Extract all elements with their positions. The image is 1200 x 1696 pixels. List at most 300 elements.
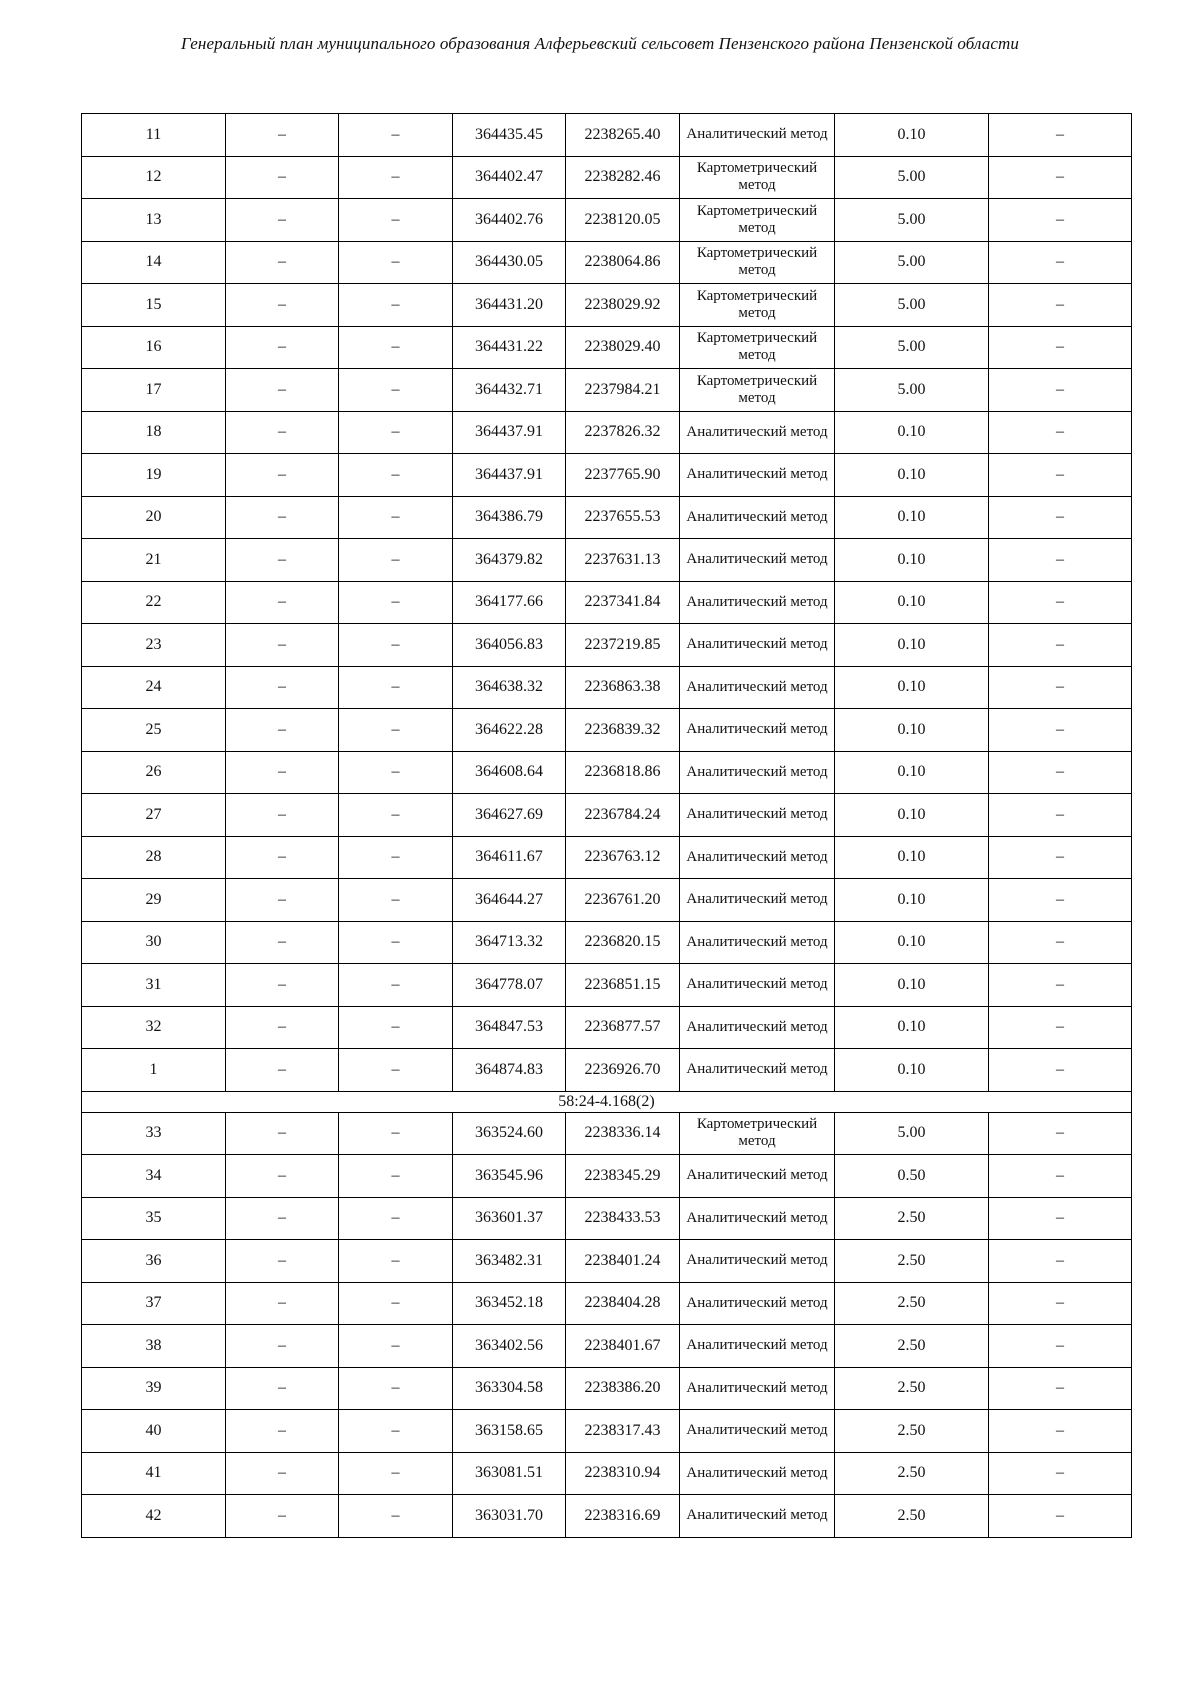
x-coordinate-cell: 364778.07	[453, 964, 566, 1007]
dash-cell: –	[989, 496, 1132, 539]
table-row	[82, 1197, 1132, 1240]
dash-cell: –	[226, 1282, 339, 1325]
y-coordinate-cell: 2237655.53	[566, 496, 680, 539]
y-coordinate-cell: 2236784.24	[566, 794, 680, 837]
dash-cell: –	[226, 794, 339, 837]
method-cell: Картометрический метод	[680, 1112, 835, 1155]
dash-cell: –	[226, 964, 339, 1007]
y-coordinate-cell: 2238401.24	[566, 1240, 680, 1283]
table-row	[82, 964, 1132, 1007]
dash-cell: –	[226, 241, 339, 284]
accuracy-cell: 2.50	[835, 1282, 989, 1325]
x-coordinate-cell: 364874.83	[453, 1049, 566, 1092]
point-number-cell: 19	[82, 454, 226, 497]
dash-cell: –	[226, 1410, 339, 1453]
point-number-cell: 12	[82, 156, 226, 199]
dash-cell: –	[339, 1155, 453, 1198]
dash-cell: –	[226, 581, 339, 624]
point-number-cell: 26	[82, 751, 226, 794]
y-coordinate-cell: 2238401.67	[566, 1325, 680, 1368]
point-number-cell: 38	[82, 1325, 226, 1368]
dash-cell: –	[339, 964, 453, 1007]
method-cell: Картометрический метод	[680, 241, 835, 284]
x-coordinate-cell: 363545.96	[453, 1155, 566, 1198]
accuracy-cell: 2.50	[835, 1410, 989, 1453]
table-row	[82, 1367, 1132, 1410]
section-label: 58:24-4.168(2)	[82, 1091, 1132, 1112]
table-row	[82, 751, 1132, 794]
table-row	[82, 1282, 1132, 1325]
accuracy-cell: 0.10	[835, 411, 989, 454]
accuracy-cell: 0.10	[835, 666, 989, 709]
accuracy-cell: 2.50	[835, 1495, 989, 1538]
dash-cell: –	[989, 1452, 1132, 1495]
y-coordinate-cell: 2236877.57	[566, 1006, 680, 1049]
dash-cell: –	[226, 1049, 339, 1092]
x-coordinate-cell: 363601.37	[453, 1197, 566, 1240]
table-row	[82, 1112, 1132, 1155]
dash-cell: –	[226, 1155, 339, 1198]
dash-cell: –	[339, 794, 453, 837]
table-row	[82, 114, 1132, 157]
dash-cell: –	[989, 1155, 1132, 1198]
y-coordinate-cell: 2238386.20	[566, 1367, 680, 1410]
dash-cell: –	[339, 1282, 453, 1325]
table-row	[82, 836, 1132, 879]
accuracy-cell: 0.50	[835, 1155, 989, 1198]
method-cell: Аналитический метод	[680, 709, 835, 752]
dash-cell: –	[339, 1452, 453, 1495]
dash-cell: –	[989, 1049, 1132, 1092]
dash-cell: –	[339, 326, 453, 369]
method-cell: Аналитический метод	[680, 1049, 835, 1092]
method-cell: Аналитический метод	[680, 794, 835, 837]
dash-cell: –	[339, 454, 453, 497]
y-coordinate-cell: 2236839.32	[566, 709, 680, 752]
accuracy-cell: 0.10	[835, 1049, 989, 1092]
method-cell: Аналитический метод	[680, 964, 835, 1007]
point-number-cell: 23	[82, 624, 226, 667]
table-row	[82, 496, 1132, 539]
point-number-cell: 15	[82, 284, 226, 327]
method-cell: Аналитический метод	[680, 581, 835, 624]
point-number-cell: 29	[82, 879, 226, 922]
accuracy-cell: 2.50	[835, 1452, 989, 1495]
table-row	[82, 581, 1132, 624]
dash-cell: –	[339, 369, 453, 412]
x-coordinate-cell: 363304.58	[453, 1367, 566, 1410]
dash-cell: –	[989, 454, 1132, 497]
dash-cell: –	[226, 921, 339, 964]
dash-cell: –	[339, 539, 453, 582]
dash-cell: –	[226, 1325, 339, 1368]
dash-cell: –	[226, 539, 339, 582]
point-number-cell: 16	[82, 326, 226, 369]
dash-cell: –	[226, 156, 339, 199]
dash-cell: –	[339, 879, 453, 922]
dash-cell: –	[226, 284, 339, 327]
y-coordinate-cell: 2237765.90	[566, 454, 680, 497]
dash-cell: –	[989, 709, 1132, 752]
x-coordinate-cell: 364431.22	[453, 326, 566, 369]
dash-cell: –	[339, 284, 453, 327]
dash-cell: –	[989, 666, 1132, 709]
x-coordinate-cell: 363524.60	[453, 1112, 566, 1155]
y-coordinate-cell: 2238064.86	[566, 241, 680, 284]
point-number-cell: 1	[82, 1049, 226, 1092]
point-number-cell: 18	[82, 411, 226, 454]
dash-cell: –	[226, 199, 339, 242]
point-number-cell: 34	[82, 1155, 226, 1198]
point-number-cell: 28	[82, 836, 226, 879]
method-cell: Аналитический метод	[680, 496, 835, 539]
y-coordinate-cell: 2238029.92	[566, 284, 680, 327]
accuracy-cell: 5.00	[835, 326, 989, 369]
dash-cell: –	[226, 1197, 339, 1240]
table-row	[82, 1006, 1132, 1049]
dash-cell: –	[339, 581, 453, 624]
accuracy-cell: 0.10	[835, 114, 989, 157]
x-coordinate-cell: 364437.91	[453, 454, 566, 497]
point-number-cell: 20	[82, 496, 226, 539]
table-row	[82, 794, 1132, 837]
y-coordinate-cell: 2236820.15	[566, 921, 680, 964]
method-cell: Аналитический метод	[680, 624, 835, 667]
dash-cell: –	[339, 1325, 453, 1368]
dash-cell: –	[226, 1367, 339, 1410]
dash-cell: –	[339, 1197, 453, 1240]
point-number-cell: 32	[82, 1006, 226, 1049]
dash-cell: –	[339, 114, 453, 157]
method-cell: Картометрический метод	[680, 156, 835, 199]
table-row	[82, 539, 1132, 582]
x-coordinate-cell: 363081.51	[453, 1452, 566, 1495]
dash-cell: –	[226, 411, 339, 454]
accuracy-cell: 5.00	[835, 156, 989, 199]
dash-cell: –	[339, 836, 453, 879]
dash-cell: –	[339, 1367, 453, 1410]
table-row	[82, 709, 1132, 752]
dash-cell: –	[226, 879, 339, 922]
table-row	[82, 1155, 1132, 1198]
y-coordinate-cell: 2236926.70	[566, 1049, 680, 1092]
table-row	[82, 1452, 1132, 1495]
dash-cell: –	[339, 1006, 453, 1049]
accuracy-cell: 0.10	[835, 709, 989, 752]
y-coordinate-cell: 2237341.84	[566, 581, 680, 624]
dash-cell: –	[989, 241, 1132, 284]
y-coordinate-cell: 2237984.21	[566, 369, 680, 412]
dash-cell: –	[339, 1410, 453, 1453]
accuracy-cell: 5.00	[835, 369, 989, 412]
dash-cell: –	[339, 921, 453, 964]
accuracy-cell: 0.10	[835, 794, 989, 837]
point-number-cell: 13	[82, 199, 226, 242]
page-header: Генеральный план муниципального образования Алферьевский сельсовет Пензенского района Пензенской области	[181, 34, 1019, 53]
dash-cell: –	[989, 581, 1132, 624]
y-coordinate-cell: 2238336.14	[566, 1112, 680, 1155]
coordinates-table	[81, 113, 1132, 1538]
accuracy-cell: 2.50	[835, 1240, 989, 1283]
table-row	[82, 199, 1132, 242]
accuracy-cell: 0.10	[835, 879, 989, 922]
accuracy-cell: 0.10	[835, 1006, 989, 1049]
x-coordinate-cell: 364644.27	[453, 879, 566, 922]
accuracy-cell: 0.10	[835, 964, 989, 1007]
dash-cell: –	[226, 1112, 339, 1155]
x-coordinate-cell: 364379.82	[453, 539, 566, 582]
accuracy-cell: 5.00	[835, 241, 989, 284]
dash-cell: –	[339, 411, 453, 454]
accuracy-cell: 2.50	[835, 1367, 989, 1410]
x-coordinate-cell: 364713.32	[453, 921, 566, 964]
dash-cell: –	[226, 114, 339, 157]
dash-cell: –	[989, 1197, 1132, 1240]
point-number-cell: 21	[82, 539, 226, 582]
y-coordinate-cell: 2236818.86	[566, 751, 680, 794]
dash-cell: –	[989, 964, 1132, 1007]
dash-cell: –	[989, 1112, 1132, 1155]
dash-cell: –	[226, 751, 339, 794]
dash-cell: –	[989, 1240, 1132, 1283]
dash-cell: –	[989, 836, 1132, 879]
x-coordinate-cell: 364638.32	[453, 666, 566, 709]
x-coordinate-cell: 364402.76	[453, 199, 566, 242]
method-cell: Картометрический метод	[680, 369, 835, 412]
y-coordinate-cell: 2236863.38	[566, 666, 680, 709]
point-number-cell: 24	[82, 666, 226, 709]
x-coordinate-cell: 364847.53	[453, 1006, 566, 1049]
x-coordinate-cell: 363482.31	[453, 1240, 566, 1283]
table-body	[82, 114, 1132, 1538]
point-number-cell: 35	[82, 1197, 226, 1240]
point-number-cell: 22	[82, 581, 226, 624]
method-cell: Аналитический метод	[680, 1325, 835, 1368]
dash-cell: –	[339, 1049, 453, 1092]
table-row	[82, 326, 1132, 369]
table-row	[82, 921, 1132, 964]
point-number-cell: 14	[82, 241, 226, 284]
x-coordinate-cell: 364056.83	[453, 624, 566, 667]
dash-cell: –	[339, 624, 453, 667]
dash-cell: –	[339, 1240, 453, 1283]
y-coordinate-cell: 2238317.43	[566, 1410, 680, 1453]
method-cell: Аналитический метод	[680, 1155, 835, 1198]
accuracy-cell: 0.10	[835, 751, 989, 794]
accuracy-cell: 5.00	[835, 284, 989, 327]
y-coordinate-cell: 2238265.40	[566, 114, 680, 157]
method-cell: Аналитический метод	[680, 751, 835, 794]
dash-cell: –	[339, 199, 453, 242]
dash-cell: –	[226, 1495, 339, 1538]
dash-cell: –	[989, 411, 1132, 454]
method-cell: Аналитический метод	[680, 1495, 835, 1538]
point-number-cell: 42	[82, 1495, 226, 1538]
dash-cell: –	[989, 114, 1132, 157]
point-number-cell: 27	[82, 794, 226, 837]
method-cell: Аналитический метод	[680, 921, 835, 964]
dash-cell: –	[989, 1367, 1132, 1410]
dash-cell: –	[226, 709, 339, 752]
dash-cell: –	[226, 624, 339, 667]
dash-cell: –	[339, 241, 453, 284]
dash-cell: –	[226, 1240, 339, 1283]
y-coordinate-cell: 2238120.05	[566, 199, 680, 242]
method-cell: Аналитический метод	[680, 836, 835, 879]
accuracy-cell: 0.10	[835, 836, 989, 879]
accuracy-cell: 5.00	[835, 199, 989, 242]
method-cell: Аналитический метод	[680, 454, 835, 497]
point-number-cell: 30	[82, 921, 226, 964]
dash-cell: –	[989, 539, 1132, 582]
accuracy-cell: 0.10	[835, 581, 989, 624]
dash-cell: –	[226, 1006, 339, 1049]
dash-cell: –	[226, 496, 339, 539]
dash-cell: –	[339, 496, 453, 539]
point-number-cell: 36	[82, 1240, 226, 1283]
dash-cell: –	[226, 369, 339, 412]
dash-cell: –	[226, 454, 339, 497]
y-coordinate-cell: 2238433.53	[566, 1197, 680, 1240]
x-coordinate-cell: 364435.45	[453, 114, 566, 157]
method-cell: Картометрический метод	[680, 284, 835, 327]
accuracy-cell: 2.50	[835, 1325, 989, 1368]
table-row	[82, 454, 1132, 497]
dash-cell: –	[226, 1452, 339, 1495]
x-coordinate-cell: 364611.67	[453, 836, 566, 879]
method-cell: Аналитический метод	[680, 1410, 835, 1453]
x-coordinate-cell: 363402.56	[453, 1325, 566, 1368]
dash-cell: –	[989, 284, 1132, 327]
x-coordinate-cell: 364622.28	[453, 709, 566, 752]
method-cell: Аналитический метод	[680, 114, 835, 157]
method-cell: Аналитический метод	[680, 539, 835, 582]
x-coordinate-cell: 364430.05	[453, 241, 566, 284]
dash-cell: –	[989, 624, 1132, 667]
method-cell: Аналитический метод	[680, 1282, 835, 1325]
dash-cell: –	[226, 326, 339, 369]
x-coordinate-cell: 363158.65	[453, 1410, 566, 1453]
method-cell: Аналитический метод	[680, 1006, 835, 1049]
point-number-cell: 17	[82, 369, 226, 412]
y-coordinate-cell: 2238404.28	[566, 1282, 680, 1325]
x-coordinate-cell: 364432.71	[453, 369, 566, 412]
table-row	[82, 369, 1132, 412]
table-row	[82, 1495, 1132, 1538]
y-coordinate-cell: 2236763.12	[566, 836, 680, 879]
x-coordinate-cell: 364608.64	[453, 751, 566, 794]
y-coordinate-cell: 2238316.69	[566, 1495, 680, 1538]
dash-cell: –	[989, 1325, 1132, 1368]
y-coordinate-cell: 2238345.29	[566, 1155, 680, 1198]
dash-cell: –	[989, 921, 1132, 964]
method-cell: Картометрический метод	[680, 199, 835, 242]
x-coordinate-cell: 364431.20	[453, 284, 566, 327]
accuracy-cell: 0.10	[835, 539, 989, 582]
method-cell: Аналитический метод	[680, 666, 835, 709]
dash-cell: –	[226, 666, 339, 709]
y-coordinate-cell: 2238029.40	[566, 326, 680, 369]
dash-cell: –	[226, 836, 339, 879]
table-row	[82, 1325, 1132, 1368]
table-row	[82, 624, 1132, 667]
dash-cell: –	[989, 156, 1132, 199]
table-row	[82, 284, 1132, 327]
x-coordinate-cell: 364627.69	[453, 794, 566, 837]
method-cell: Аналитический метод	[680, 879, 835, 922]
table-row	[82, 1049, 1132, 1092]
dash-cell: –	[989, 369, 1132, 412]
y-coordinate-cell: 2238310.94	[566, 1452, 680, 1495]
dash-cell: –	[989, 1495, 1132, 1538]
table-row	[82, 879, 1132, 922]
dash-cell: –	[339, 156, 453, 199]
dash-cell: –	[989, 326, 1132, 369]
y-coordinate-cell: 2237631.13	[566, 539, 680, 582]
y-coordinate-cell: 2237826.32	[566, 411, 680, 454]
point-number-cell: 33	[82, 1112, 226, 1155]
point-number-cell: 11	[82, 114, 226, 157]
dash-cell: –	[989, 751, 1132, 794]
dash-cell: –	[989, 1410, 1132, 1453]
table-row	[82, 1410, 1132, 1453]
accuracy-cell: 0.10	[835, 496, 989, 539]
method-cell: Аналитический метод	[680, 1240, 835, 1283]
point-number-cell: 39	[82, 1367, 226, 1410]
accuracy-cell: 5.00	[835, 1112, 989, 1155]
x-coordinate-cell: 364386.79	[453, 496, 566, 539]
point-number-cell: 41	[82, 1452, 226, 1495]
table-row	[82, 411, 1132, 454]
x-coordinate-cell: 364437.91	[453, 411, 566, 454]
accuracy-cell: 2.50	[835, 1197, 989, 1240]
table-row	[82, 1240, 1132, 1283]
dash-cell: –	[339, 666, 453, 709]
y-coordinate-cell: 2238282.46	[566, 156, 680, 199]
x-coordinate-cell: 364402.47	[453, 156, 566, 199]
y-coordinate-cell: 2236761.20	[566, 879, 680, 922]
dash-cell: –	[989, 199, 1132, 242]
table-row	[82, 156, 1132, 199]
dash-cell: –	[339, 1112, 453, 1155]
method-cell: Аналитический метод	[680, 1367, 835, 1410]
method-cell: Аналитический метод	[680, 411, 835, 454]
section-header-row	[82, 1091, 1132, 1112]
point-number-cell: 37	[82, 1282, 226, 1325]
x-coordinate-cell: 363452.18	[453, 1282, 566, 1325]
dash-cell: –	[989, 794, 1132, 837]
table-row	[82, 241, 1132, 284]
method-cell: Картометрический метод	[680, 326, 835, 369]
dash-cell: –	[339, 1495, 453, 1538]
dash-cell: –	[339, 709, 453, 752]
x-coordinate-cell: 363031.70	[453, 1495, 566, 1538]
y-coordinate-cell: 2237219.85	[566, 624, 680, 667]
method-cell: Аналитический метод	[680, 1197, 835, 1240]
method-cell: Аналитический метод	[680, 1452, 835, 1495]
accuracy-cell: 0.10	[835, 454, 989, 497]
point-number-cell: 31	[82, 964, 226, 1007]
x-coordinate-cell: 364177.66	[453, 581, 566, 624]
dash-cell: –	[339, 751, 453, 794]
y-coordinate-cell: 2236851.15	[566, 964, 680, 1007]
dash-cell: –	[989, 879, 1132, 922]
accuracy-cell: 0.10	[835, 921, 989, 964]
dash-cell: –	[989, 1006, 1132, 1049]
point-number-cell: 40	[82, 1410, 226, 1453]
dash-cell: –	[989, 1282, 1132, 1325]
accuracy-cell: 0.10	[835, 624, 989, 667]
